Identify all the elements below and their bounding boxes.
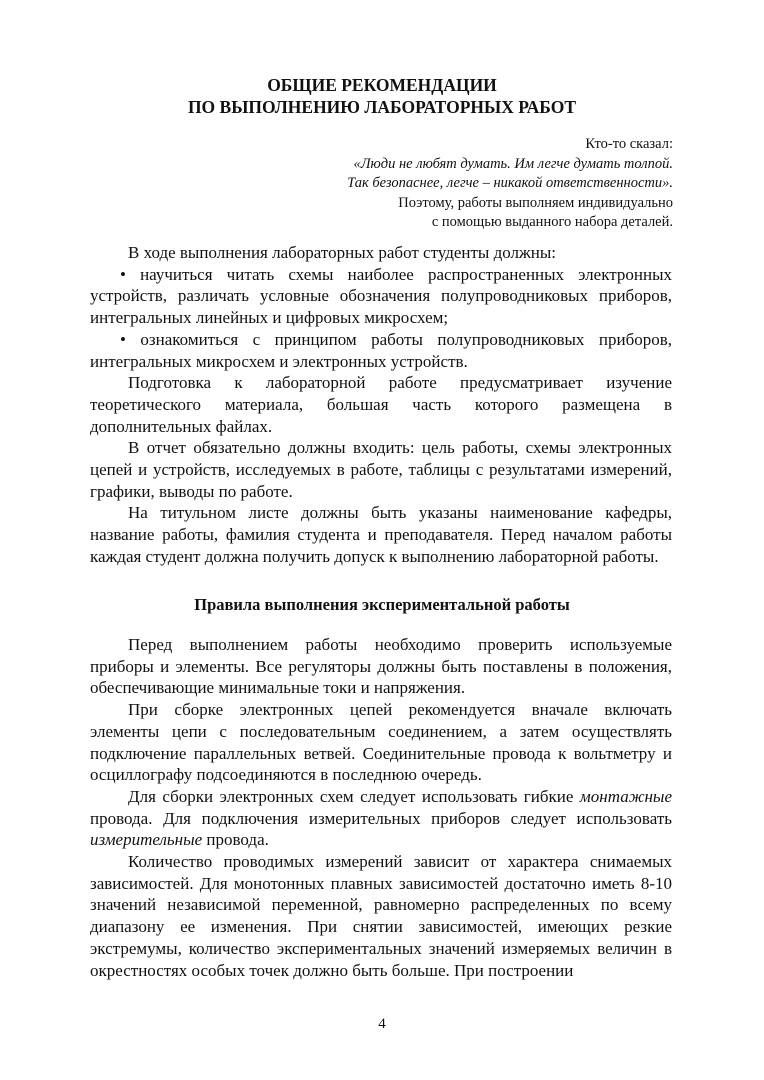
- paragraph: На титульном листе должны быть указаны наименование кафедры, название работы, фамилия студента и преподавателя. Перед началом работы каждая студент должна получить допуск к выполнению лабораторной работы.: [90, 503, 672, 566]
- epigraph-line-5: с помощью выданного набора деталей.: [431, 214, 673, 230]
- emphasis: монтажные: [579, 786, 672, 806]
- paragraph: [90, 786, 672, 851]
- paragraph: В отчет обязательно должны входить: цель работы, схемы электронных цепей и устройств, исследуемых в работе, таблицы с результатами измерений, графики, выводы по работе.: [90, 438, 672, 501]
- epigraph-line-4: Поэтому, работы выполняем индивидуально: [398, 194, 673, 211]
- text: провода. Для подключения измерительных приборов следует использовать: [90, 808, 672, 828]
- text: провода.: [202, 830, 269, 850]
- section-1-body: [90, 242, 672, 568]
- page-number: 4: [378, 1016, 386, 1032]
- epigraph: [153, 135, 673, 233]
- epigraph-line-2: «Люди не любят думать. Им легче думать толпой.: [353, 155, 673, 172]
- bullet-item: • ознакомиться с принципом работы полупроводниковых приборов, интегральных микросхем и электронных устройств.: [90, 329, 672, 371]
- bullet-item: • научиться читать схемы наиболее распространенных электронных устройств, различать условные обозначения полупроводниковых приборов, интегральных линейных и цифровых микросхем;: [90, 264, 672, 328]
- emphasis: измерительные: [90, 830, 203, 850]
- section-2-body: [90, 634, 672, 981]
- epigraph-line-3: Так безопаснее, легче – никакой ответственности».: [347, 175, 673, 191]
- title-line-1: ОБЩИЕ РЕКОМЕНДАЦИИ: [267, 75, 497, 95]
- paragraph: Перед выполнением работы необходимо проверить используемые приборы и элементы. Все регуляторы должны быть поставлены в положения, обеспечивающие минимальные токи и напряжения.: [90, 635, 672, 698]
- section-heading: Правила выполнения экспериментальной работы: [194, 595, 570, 614]
- paragraph: Подготовка к лабораторной работе предусматривает изучение теоретического материала, большая часть которого размещена в дополнительных файлах.: [90, 373, 672, 436]
- title-line-2: ПО ВЫПОЛНЕНИЮ ЛАБОРАТОРНЫХ РАБОТ: [187, 97, 577, 117]
- text: Для сборки электронных схем следует использовать гибкие: [128, 786, 580, 806]
- paragraph: Количество проводимых измерений зависит от характера снимаемых зависимостей. Для монотонных плавных зависимостей достаточно иметь 8-10 значений независимой переменной, равномерно распределенных по всему диапазону ее изменения. При снятии зависимостей, имеющих резкие экстремумы, количество экспериментальных значений измеряемых величин в окрестностях особых точек должно быть больше. При построении: [90, 852, 672, 980]
- paragraph: В ходе выполнения лабораторных работ студенты должны:: [128, 243, 556, 262]
- paragraph: При сборке электронных цепей рекомендуется вначале включать элементы цепи с последовательным соединением, а затем осуществлять подключение параллельных ветвей. Соединительные провода к вольтметру и осциллографу подсоединяются в последнюю очередь.: [90, 700, 672, 785]
- epigraph-line-1: Кто-то сказал:: [585, 136, 673, 152]
